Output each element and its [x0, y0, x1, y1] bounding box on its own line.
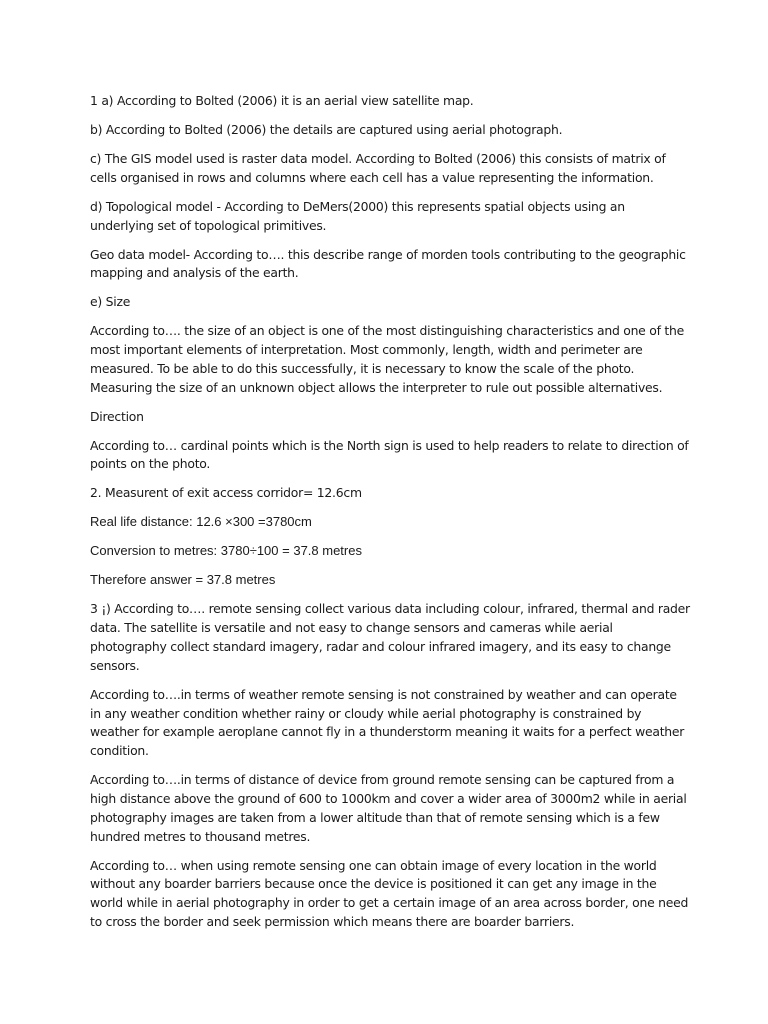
paragraph-1a: 1 a) According to Bolted (2006) it is an aerial view satellite map.	[90, 93, 474, 108]
paragraph-geo-data-model: Geo data model- According to…. this describe range of morden tools contributing to the geographic mapping and analysis of the earth.	[90, 246, 686, 281]
paragraph-distance: According to….in terms of distance of device from ground remote sensing can be captured from a high distance above the ground of 600 to 1000km and cover a wider area of 3000m2 while in aerial photography images are taken from a lower altitude than that of remote sensing which is a few hundred metres to thousand metres.	[90, 772, 687, 844]
paragraph-real-life-distance: Real life distance: 12.6 ×300 =3780cm	[90, 514, 312, 530]
paragraph-1c: c) The GIS model used is raster data model. According to Bolted (2006) this consists of matrix of cells organised in rows and columns where each cell has a value representing the information.	[90, 150, 666, 185]
paragraph-1b: b) According to Bolted (2006) the details are captured using aerial photograph.	[90, 121, 563, 137]
paragraph-3i: 3 ¡) According to…. remote sensing collect various data including colour, infrared, thermal and rader data. The satellite is versatile and not easy to change sensors and cameras while aerial photography collect standard imagery, radar and colour infrared imagery, and its easy to change sensors.	[90, 601, 690, 673]
paragraph-direction: According to… cardinal points which is the North sign is used to help readers to relate to direction of points on the photo.	[90, 437, 689, 472]
paragraph-answer: Therefore answer = 37.8 metres	[90, 572, 276, 588]
paragraph-borders: According to… when using remote sensing one can obtain image of every location in the world without any boarder barriers because once the device is positioned it can get any image in the world while in aerial photography in order to get a certain image of an area across border, one need to cross the border and seek permission which means there are boarder barriers.	[90, 857, 689, 929]
paragraph-size: According to…. the size of an object is one of the most distinguishing characteristics and one of the most important elements of interpretation. Most commonly, length, width and perimeter are measured. To be able to do this successfully, it is necessary to know the scale of the photo. Measuring the size of an unknown object allows the interpreter to rule out possible alternatives.	[90, 323, 684, 395]
paragraph-conversion: Conversion to metres: 3780÷100 = 37.8 metres	[90, 543, 362, 559]
document-body	[90, 92, 690, 942]
paragraph-2-measurement: 2. Measurent of exit access corridor= 12.6cm	[90, 485, 362, 501]
paragraph-1e-heading: e) Size	[90, 294, 131, 310]
paragraph-1d: d) Topological model - According to DeMers(2000) this represents spatial objects using an underlying set of topological primitives.	[90, 198, 625, 233]
paragraph-direction-heading: Direction	[90, 408, 144, 424]
paragraph-weather: According to….in terms of weather remote sensing is not constrained by weather and can operate in any weather condition whether rainy or cloudy while aerial photography is constrained by weather for example aeroplane cannot fly in a thunderstorm meaning it waits for a perfect weather condition.	[90, 686, 685, 759]
